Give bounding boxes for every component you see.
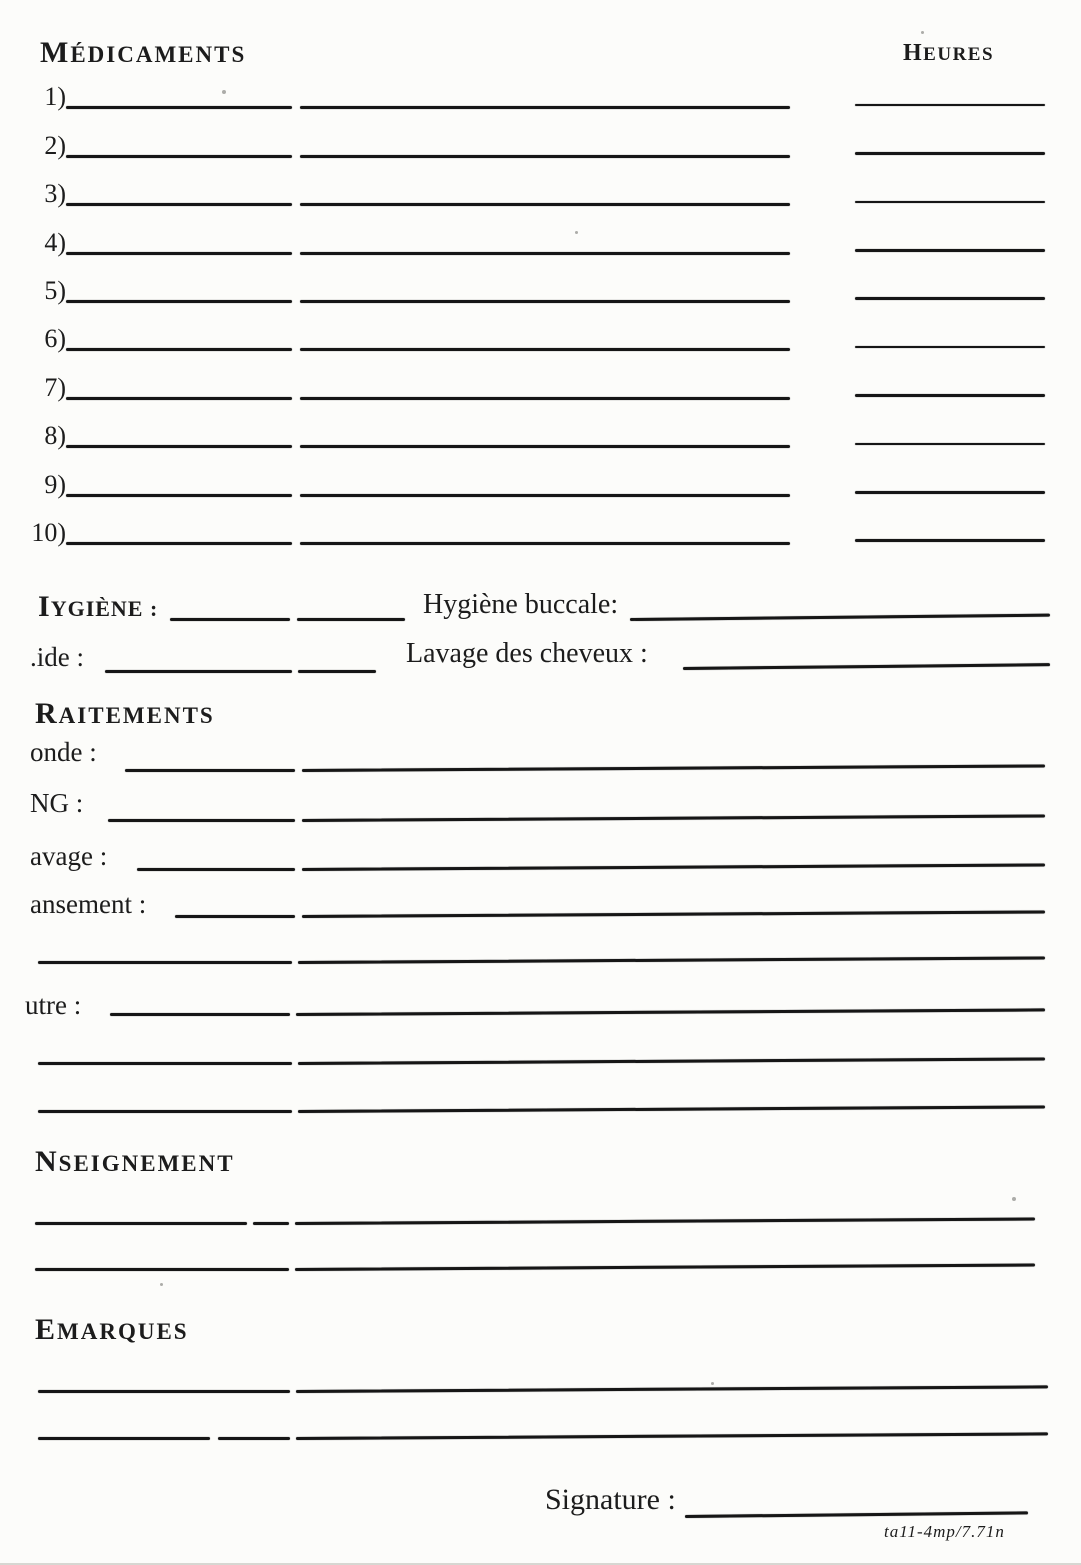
med-row-number: 7): [44, 372, 66, 402]
heures-blank-line: [855, 297, 1045, 300]
form-code: ta11-4mp/7.71n: [884, 1522, 1005, 1541]
heures-blank-line: [855, 443, 1045, 446]
sng-blank-line: [108, 819, 295, 822]
med-row: [0, 448, 1081, 499]
med-blank-line: [300, 542, 790, 545]
autre-label: utre :: [25, 990, 82, 1020]
med-row-number: 9): [44, 469, 66, 499]
continuation-blank-line: [298, 1105, 1045, 1113]
hygiene-buccale-blank-line: [630, 614, 1050, 621]
heures-blank-line: [855, 491, 1045, 494]
scan-speck: [921, 31, 924, 34]
pansement-label: ansement :: [30, 889, 147, 919]
med-row: [0, 158, 1081, 209]
lavage-label: avage :: [30, 841, 108, 871]
remarques-title: EMARQUES: [35, 1313, 189, 1346]
heures-blank-line: [855, 104, 1045, 107]
med-row: [0, 497, 1081, 545]
continuation-blank-line: [298, 1057, 1045, 1065]
signature-label: Signature :: [545, 1483, 676, 1516]
heures-blank-line: [855, 394, 1045, 397]
aide-blank-line: [298, 670, 376, 673]
remarques-blank-line: [38, 1437, 210, 1440]
sonde-blank-line: [125, 769, 295, 772]
med-row: [0, 303, 1081, 354]
heures-blank-line: [855, 346, 1045, 349]
lavage-blank-line: [302, 863, 1045, 871]
scan-speck: [575, 231, 578, 234]
aide-label: .ide :: [30, 642, 84, 672]
lavage-blank-line: [137, 868, 295, 871]
med-row: [0, 109, 1081, 160]
continuation-blank-line: [38, 961, 292, 964]
med-row: [0, 61, 1081, 112]
med-row-number: 4): [44, 227, 66, 257]
pansement-blank-line: [302, 910, 1045, 918]
hygiene-buccale-label: Hygiène buccale:: [423, 589, 619, 620]
enseignement-blank-line: [35, 1268, 289, 1271]
lavage-cheveux-label: Lavage des cheveux :: [406, 638, 648, 669]
medicaments-title: MÉDICAMENTS: [40, 36, 247, 69]
med-row-number: 2): [44, 130, 66, 160]
lavage-cheveux-blank-line: [683, 663, 1050, 670]
med-row-number: 6): [44, 324, 66, 354]
med-row-number: 3): [44, 179, 66, 209]
scan-speck: [160, 1283, 163, 1286]
signature-blank-line: [685, 1511, 1028, 1518]
traitements-title: RAITEMENTS: [35, 697, 215, 730]
pansement-blank-line: [175, 915, 295, 918]
enseignement-blank-line: [35, 1222, 247, 1225]
med-row-number: 5): [44, 275, 66, 305]
scan-speck: [1012, 1197, 1016, 1201]
sng-blank-line: [302, 814, 1045, 822]
autre-blank-line: [296, 1008, 1045, 1016]
remarques-blank-line: [296, 1385, 1048, 1393]
enseignement-blank-line: [295, 1217, 1035, 1225]
med-row: [0, 400, 1081, 451]
med-row: [0, 351, 1081, 402]
hygiene-blank-line: [297, 618, 405, 621]
med-row-number: 1): [44, 82, 66, 112]
autre-blank-line: [110, 1013, 290, 1016]
remarques-blank-line: [218, 1437, 290, 1440]
med-row: [0, 255, 1081, 303]
heures-blank-line: [855, 201, 1045, 204]
heures-blank-line: [855, 152, 1045, 155]
med-row-number: 10): [31, 517, 66, 547]
sonde-label: onde :: [30, 737, 97, 767]
med-row: [0, 206, 1081, 257]
heures-title: HEURES: [903, 40, 995, 66]
med-blank-line: [66, 542, 292, 545]
sng-label: NG :: [30, 788, 84, 818]
scan-speck: [711, 1382, 714, 1385]
enseignement-blank-line: [295, 1263, 1035, 1271]
remarques-blank-line: [296, 1432, 1048, 1440]
heures-blank-line: [855, 249, 1045, 252]
sonde-blank-line: [302, 764, 1045, 772]
heures-blank-line: [855, 539, 1045, 542]
hygiene-title: IYGIÈNE :: [38, 590, 159, 623]
remarques-blank-line: [38, 1390, 290, 1393]
continuation-blank-line: [38, 1110, 292, 1113]
enseignement-blank-line: [253, 1222, 289, 1225]
enseignement-title: NSEIGNEMENT: [35, 1145, 235, 1178]
continuation-blank-line: [298, 956, 1045, 964]
aide-blank-line: [105, 670, 292, 673]
medicaments-section: [0, 61, 1081, 545]
med-row-number: 8): [44, 421, 66, 451]
scan-speck: [222, 90, 226, 94]
hygiene-blank-line: [170, 618, 290, 621]
continuation-blank-line: [38, 1062, 292, 1065]
